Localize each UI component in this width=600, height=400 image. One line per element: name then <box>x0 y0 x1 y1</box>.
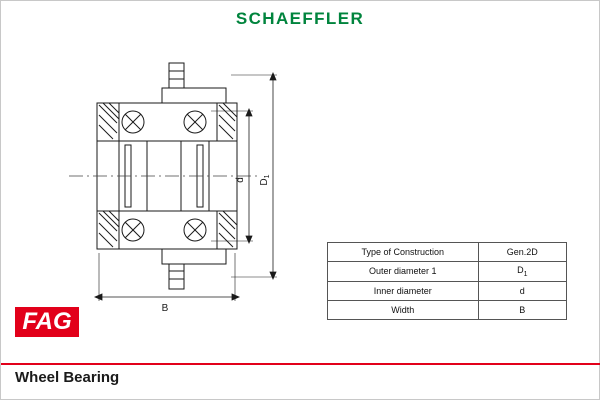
table-cell-label: Inner diameter <box>328 281 479 300</box>
table-row <box>328 243 567 262</box>
value-symbol: D <box>517 265 524 275</box>
table-row <box>328 300 567 319</box>
fag-logo: FAG <box>15 307 79 337</box>
table-row <box>328 281 567 300</box>
table-cell-value: Gen.2D <box>478 243 566 262</box>
table-row <box>328 262 567 282</box>
specification-table <box>327 242 567 320</box>
table-cell-label: Type of Construction <box>328 243 479 262</box>
footer-divider <box>1 363 600 365</box>
dimension-label-d: d <box>235 177 246 183</box>
bearing-technical-drawing <box>61 41 291 311</box>
dimension-label-B: B <box>161 303 169 311</box>
table-cell-label: Width <box>328 300 479 319</box>
value-subscript: 1 <box>523 270 528 278</box>
table-cell-value: d <box>478 281 566 300</box>
table-cell-value: B <box>478 300 566 319</box>
schaeffler-brand-text: SCHAEFFLER <box>235 9 365 28</box>
dimension-label-D1: $D_1$ <box>259 174 271 186</box>
product-title: Wheel Bearing <box>15 369 120 386</box>
table-cell-value <box>478 262 566 282</box>
table-cell-label: Outer diameter 1 <box>328 262 479 282</box>
